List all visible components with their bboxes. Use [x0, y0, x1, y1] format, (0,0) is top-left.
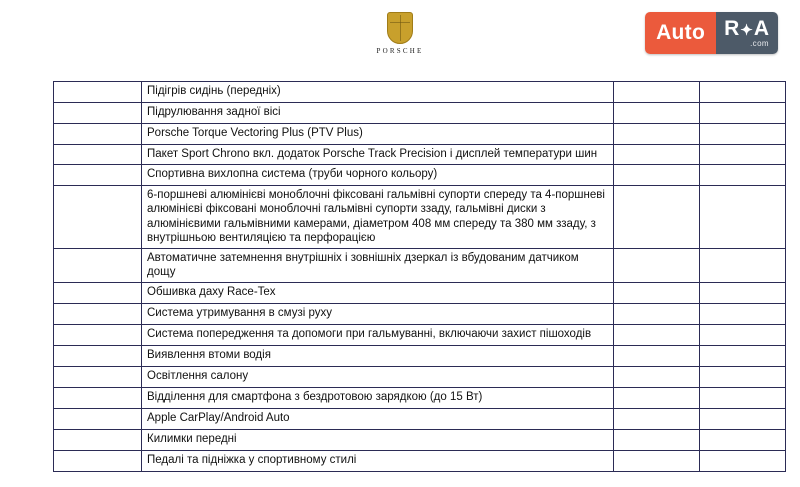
row-col4	[700, 124, 786, 145]
autoria-badge-auto-label: Auto	[645, 12, 716, 54]
spec-table-body	[54, 82, 786, 472]
table-row	[54, 387, 786, 408]
row-col3	[614, 103, 700, 124]
row-col4	[700, 450, 786, 471]
row-col3	[614, 164, 700, 185]
table-row	[54, 450, 786, 471]
document-header	[0, 0, 800, 72]
row-description: Apple CarPlay/Android Auto	[142, 408, 614, 429]
table-row	[54, 303, 786, 324]
row-col1	[54, 450, 142, 471]
spec-table-container	[53, 81, 747, 472]
table-row	[54, 345, 786, 366]
row-description: Підігрів сидінь (передніх)	[142, 82, 614, 103]
row-col4	[700, 164, 786, 185]
row-col4	[700, 324, 786, 345]
autoria-badge-domain: .com	[750, 38, 769, 48]
row-col4	[700, 282, 786, 303]
row-col1	[54, 185, 142, 248]
row-description: Відділення для смартфона з бездротовою зарядкою (до 15 Вт)	[142, 387, 614, 408]
row-col3	[614, 408, 700, 429]
table-row	[54, 145, 786, 165]
row-col4	[700, 345, 786, 366]
row-col1	[54, 429, 142, 450]
porsche-crest-icon	[387, 12, 413, 44]
autoria-badge-ria-left: R	[724, 16, 740, 40]
row-col1	[54, 248, 142, 282]
row-col4	[700, 248, 786, 282]
row-col4	[700, 103, 786, 124]
row-col3	[614, 324, 700, 345]
autoria-badge-ria-text	[724, 16, 769, 40]
table-row	[54, 124, 786, 145]
porsche-logo	[370, 12, 430, 55]
row-description: Підрулювання задної вісі	[142, 103, 614, 124]
row-description: Обшивка даху Race-Tex	[142, 282, 614, 303]
row-description: Porsche Torque Vectoring Plus (PTV Plus)	[142, 124, 614, 145]
row-col3	[614, 450, 700, 471]
row-col3	[614, 387, 700, 408]
row-description: Виявлення втоми водія	[142, 345, 614, 366]
porsche-wordmark: PORSCHE	[376, 47, 424, 55]
row-col3	[614, 366, 700, 387]
table-row	[54, 324, 786, 345]
row-col3	[614, 345, 700, 366]
row-col4	[700, 408, 786, 429]
row-col4	[700, 366, 786, 387]
star-icon: ✦	[740, 21, 753, 39]
row-col4	[700, 185, 786, 248]
row-col3	[614, 303, 700, 324]
table-row	[54, 82, 786, 103]
table-row	[54, 282, 786, 303]
row-description: 6-поршневі алюмінієві моноблочні фіксовані гальмівні супорти спереду та 4-поршневі алюмінієві фіксовані моноблочні гальмівні супорти ззаду, гальмівні диски з алюмінієвими гальмівними камерами, діаметром 408 мм спереду та 380 мм ззаду, з внутрішньою вентиляцією та перфорацією	[142, 185, 614, 248]
row-description: Пакет Sport Chrono вкл. додаток Porsche Track Precision і дисплей температури шин	[142, 145, 614, 165]
row-col3	[614, 282, 700, 303]
autoria-badge[interactable]	[645, 12, 778, 54]
row-col1	[54, 408, 142, 429]
row-description: Спортивна вихлопна система (труби чорного кольору)	[142, 164, 614, 185]
table-row	[54, 408, 786, 429]
row-col4	[700, 303, 786, 324]
row-col1	[54, 145, 142, 165]
table-row	[54, 185, 786, 248]
row-col1	[54, 82, 142, 103]
table-row	[54, 366, 786, 387]
row-col1	[54, 282, 142, 303]
row-col4	[700, 145, 786, 165]
row-col4	[700, 429, 786, 450]
autoria-badge-ria-right: A	[753, 16, 769, 40]
table-row	[54, 164, 786, 185]
row-description: Освітлення салону	[142, 366, 614, 387]
row-description: Автоматичне затемнення внутрішніх і зовнішніх дзеркал із вбудованим датчиком дощу	[142, 248, 614, 282]
row-col1	[54, 324, 142, 345]
row-description: Килимки передні	[142, 429, 614, 450]
row-col1	[54, 387, 142, 408]
row-col1	[54, 164, 142, 185]
row-col3	[614, 124, 700, 145]
row-col1	[54, 345, 142, 366]
row-description: Педалі та підніжка у спортивному стилі	[142, 450, 614, 471]
row-col1	[54, 366, 142, 387]
row-col3	[614, 185, 700, 248]
table-row	[54, 248, 786, 282]
row-col1	[54, 124, 142, 145]
row-col3	[614, 429, 700, 450]
autoria-badge-ria	[716, 12, 778, 54]
row-description: Система попередження та допомоги при гальмуванні, включаючи захист пішоходів	[142, 324, 614, 345]
row-col3	[614, 82, 700, 103]
row-col4	[700, 387, 786, 408]
row-col4	[700, 82, 786, 103]
row-description: Система утримування в смузі руху	[142, 303, 614, 324]
row-col3	[614, 145, 700, 165]
table-row	[54, 429, 786, 450]
table-row	[54, 103, 786, 124]
spec-table	[53, 81, 786, 472]
row-col1	[54, 103, 142, 124]
row-col3	[614, 248, 700, 282]
row-col1	[54, 303, 142, 324]
